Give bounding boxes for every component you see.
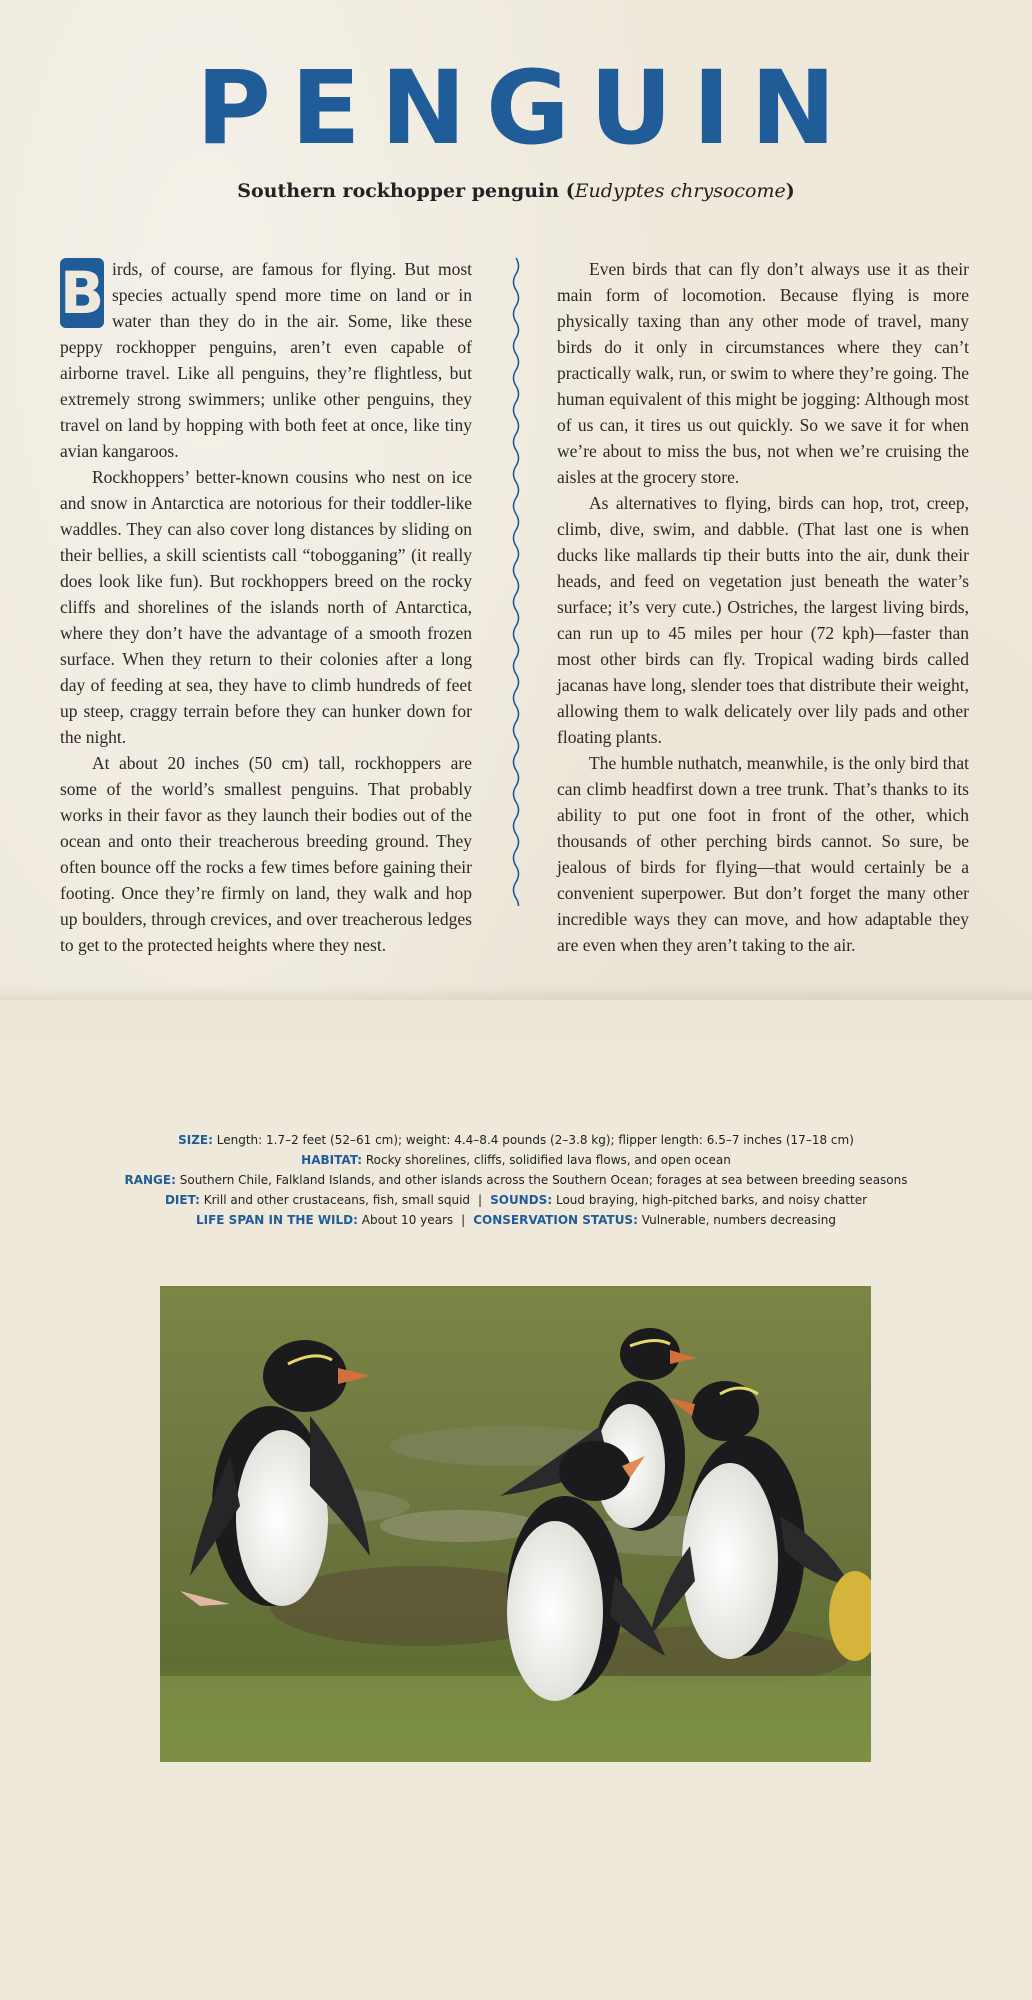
fact-habitat: HABITAT: Rocky shorelines, cliffs, solidified lava flows, and open ocean <box>301 1153 731 1167</box>
paragraph: The humble nuthatch, meanwhile, is the only bird that can climb headfirst down a tree trunk. That’s thanks to its ability to put one foot in front of the other, which thousands of other perching birds cannot. So sure, be jealous of birds for flying—that would certainly be a convenient superpower. But don’t forget the many other incredible ways they can move, and how adaptable they are even when they aren’t taking to the air. <box>557 753 969 955</box>
species-subtitle: Southern rockhopper penguin (Eudyptes chrysocome) <box>237 180 795 202</box>
paragraph: As alternatives to flying, birds can hop, trot, creep, climb, dive, swim, and dabble. (That last one is when ducks like mallards tip their butts into the air, dunk their heads, and feed on vegetation just beneath the water’s surface; it’s very cute.) Ostriches, the largest living birds, can run up to 45 miles per hour (72 kph)—faster than most other birds can fly. Tropical wading birds called jacanas have long, slender toes that distribute their weight, allowing them to walk delicately over lily pads and other floating plants. <box>557 493 969 747</box>
left-column <box>60 256 472 958</box>
wavy-column-divider <box>509 258 523 906</box>
page-title: PENGUIN <box>196 49 856 168</box>
fact-diet-sounds: DIET: Krill and other crustaceans, fish, small squid | SOUNDS: Loud braying, high-pitched barks, and noisy chatter <box>164 1193 868 1207</box>
penguin-photo-illustration <box>160 1286 871 1762</box>
fact-size: SIZE: Length: 1.7–2 feet (52–61 cm); weight: 4.4–8.4 pounds (2–3.8 kg); flipper length: 6.5–7 inches (17–18 cm) <box>178 1133 854 1147</box>
paragraph: Even birds that can fly don’t always use it as their main form of locomotion. Because flying is more physically taxing than any other mode of travel, many birds do it only in circumstances where they can’t practically walk, run, or swim to where they’re going. The human equivalent of this might be jogging: Although most of us can, it tires us out quickly. So we save it for when we’re about to miss the bus, not when we’re cruising the aisles at the grocery store. <box>557 259 969 487</box>
paragraph: B irds, of course, are famous for flying. But most species actually spend more time on land or in water than they do in the air. Some, like these peppy rockhopper penguins, aren’t even capable of airborne travel. Like all penguins, they’re flightless, but extremely strong swimmers; unlike other penguins, they travel on land by hopping with both feet at once, like tiny avian kangaroos. <box>60 259 472 461</box>
common-name: Southern rockhopper penguin <box>237 180 560 202</box>
paragraph: Rockhoppers’ better-known cousins who nest on ice and snow in Antarctica are notorious for their toddler-like waddles. They can also cover long distances by sliding on their bellies, a skill scientists call “tobogganing” (it really does look like fun). But rockhoppers breed on the rocky cliffs and shorelines of the islands north of Antarctica, where they don’t have the advantage of a smooth frozen surface. When they return to their colonies after a long day of feeding at sea, they have to climb hundreds of feet up steep, craggy terrain before they can hunker down for the night. <box>60 467 472 747</box>
scientific-name: Eudyptes chrysocome <box>574 180 786 202</box>
drop-cap: B <box>60 259 105 327</box>
penguin-photo <box>160 1286 871 1762</box>
right-column <box>557 256 969 958</box>
fact-box <box>0 1130 1032 1230</box>
fact-lifespan-status: LIFE SPAN IN THE WILD: About 10 years | CONSERVATION STATUS: Vulnerable, numbers decreasing <box>196 1213 836 1227</box>
paragraph: At about 20 inches (50 cm) tall, rockhoppers are some of the world’s smallest penguins. That probably works in their favor as they launch their bodies out of the ocean and onto their treacherous breeding ground. They often bounce off the rocks a few times before gaining their footing. Once they’re firmly on land, they walk and hop up boulders, through crevices, and over treacherous ledges to get to the protected heights where they nest. <box>60 753 472 955</box>
fact-range: RANGE: Southern Chile, Falkland Islands, and other islands across the Southern Ocean; forages at sea between breeding seasons <box>124 1173 908 1187</box>
